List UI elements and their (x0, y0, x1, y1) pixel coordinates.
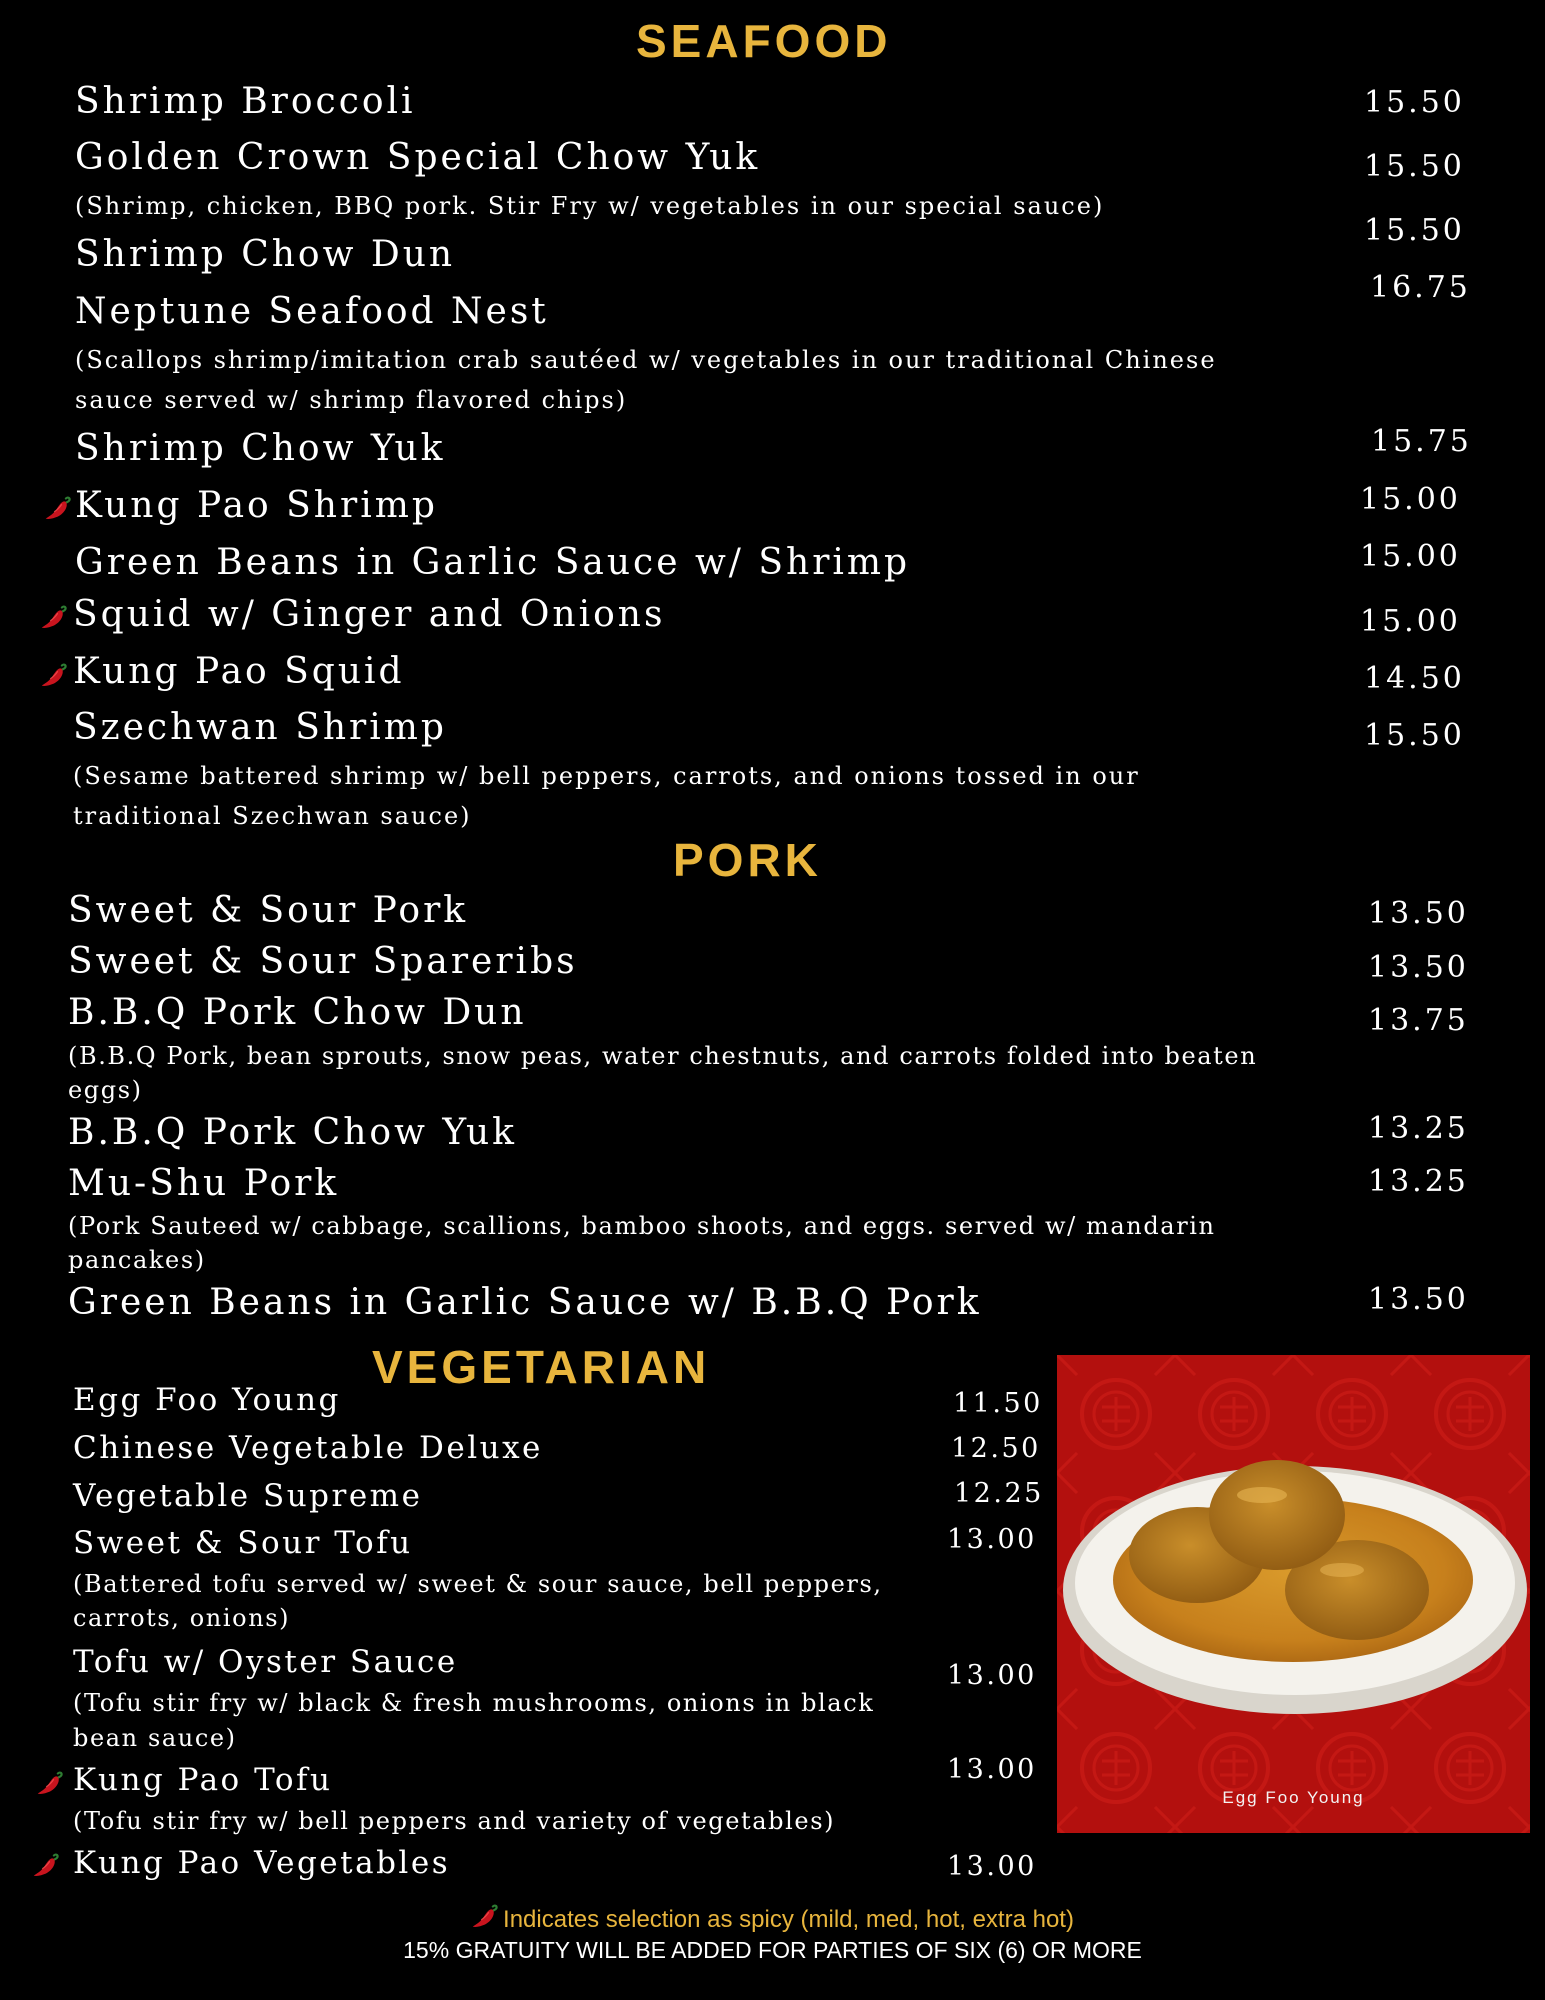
menu-item-price: 15.50 (1364, 718, 1465, 753)
menu-item-price: 13.00 (947, 1660, 1037, 1691)
menu-item-name: Neptune Seafood Nest (75, 291, 549, 332)
menu-item-name: Kung Pao Vegetables (73, 1845, 451, 1881)
chili-pepper-icon (44, 495, 72, 523)
menu-item-description: (Scallops shrimp/imitation crab sautéed w/ vegetables in our traditional Chinese (75, 346, 1217, 374)
menu-item-description: (Shrimp, chicken, BBQ pork. Stir Fry w/ vegetables in our special sauce) (75, 192, 1105, 220)
menu-item-price: 14.50 (1364, 661, 1465, 696)
menu-item-name: Shrimp Chow Yuk (75, 428, 446, 469)
menu-item-description: (Sesame battered shrimp w/ bell peppers, carrots, and onions tossed in our (73, 762, 1140, 790)
menu-item-name: Golden Crown Special Chow Yuk (75, 137, 761, 178)
menu-item-name: Shrimp Chow Dun (75, 234, 456, 275)
menu-item-price: 11.50 (953, 1388, 1043, 1419)
menu-item-price: 13.00 (947, 1524, 1037, 1555)
section-title-pork: PORK (673, 834, 822, 886)
menu-item-name: Kung Pao Shrimp (75, 485, 438, 526)
menu-item-price: 13.00 (947, 1754, 1037, 1785)
menu-item-price: 13.00 (947, 1851, 1037, 1882)
photo-caption: Egg Foo Young (1222, 1788, 1365, 1807)
menu-item-name: Shrimp Broccoli (75, 81, 416, 122)
menu-item-name: Mu-Shu Pork (68, 1163, 340, 1204)
menu-item-name: Egg Foo Young (73, 1382, 341, 1418)
menu-item-name: Szechwan Shrimp (73, 707, 447, 748)
gratuity-note: 15% GRATUITY WILL BE ADDED FOR PARTIES OF SIX (6) OR MORE (403, 1937, 1142, 1963)
chili-pepper-icon (40, 604, 68, 632)
menu-item-name: Green Beans in Garlic Sauce w/ B.B.Q Pork (68, 1282, 982, 1323)
menu-item-description: (Pork Sauteed w/ cabbage, scallions, bamboo shoots, and eggs. served w/ mandarin (68, 1212, 1216, 1240)
menu-item-price: 13.50 (1368, 896, 1469, 931)
chili-pepper-icon (36, 1770, 64, 1798)
section-title-vegetarian: VEGETARIAN (372, 1341, 711, 1393)
menu-item-name: Tofu w/ Oyster Sauce (73, 1644, 458, 1680)
section-title-seafood: SEAFOOD (636, 15, 892, 67)
menu-item-price: 13.25 (1368, 1164, 1469, 1199)
chili-pepper-icon (40, 662, 68, 690)
menu-item-price: 13.50 (1368, 1282, 1469, 1317)
menu-item-price: 13.75 (1368, 1003, 1469, 1038)
menu-item-price: 15.50 (1364, 85, 1465, 120)
spicy-legend-text: Indicates selection as spicy (mild, med, hot, extra hot) (503, 1906, 1074, 1933)
menu-item-description: (B.B.Q Pork, bean sprouts, snow peas, water chestnuts, and carrots folded into beaten (68, 1042, 1258, 1070)
menu-item-name: Sweet & Sour Pork (68, 890, 469, 931)
chili-pepper-icon (32, 1852, 60, 1880)
menu-item-description: (Tofu stir fry w/ black & fresh mushrooms, onions in black (73, 1689, 875, 1717)
dish-image (1057, 1355, 1530, 1833)
menu-item-name: Sweet & Sour Tofu (73, 1525, 413, 1561)
menu-item-price: 13.50 (1368, 950, 1469, 985)
egg-foo-young-photo (1057, 1355, 1530, 1833)
menu-item-description: pancakes) (68, 1246, 206, 1274)
menu-item-price: 15.00 (1360, 604, 1461, 639)
menu-item-price: 12.50 (951, 1433, 1041, 1464)
menu-item-name: B.B.Q Pork Chow Dun (68, 992, 527, 1033)
menu-item-name: Kung Pao Tofu (73, 1762, 333, 1798)
menu-item-price: 12.25 (954, 1478, 1044, 1509)
menu-item-name: Vegetable Supreme (73, 1478, 423, 1514)
menu-item-description: bean sauce) (73, 1724, 237, 1752)
menu-item-price: 15.00 (1360, 539, 1461, 574)
menu-item-price: 15.50 (1364, 149, 1465, 184)
menu-item-name: Sweet & Sour Spareribs (68, 941, 578, 982)
menu-item-price: 15.75 (1371, 424, 1472, 459)
menu-item-description: (Tofu stir fry w/ bell peppers and variety of vegetables) (73, 1807, 836, 1835)
menu-item-description: traditional Szechwan sauce) (73, 802, 472, 830)
menu-item-price: 16.75 (1370, 270, 1471, 305)
menu-item-price: 13.25 (1368, 1111, 1469, 1146)
menu-item-description: (Battered tofu served w/ sweet & sour sauce, bell peppers, (73, 1570, 883, 1598)
spicy-legend (0, 1903, 1545, 1934)
menu-item-description: sauce served w/ shrimp flavored chips) (75, 386, 628, 414)
chili-pepper-icon (471, 1903, 499, 1931)
menu-item-name: B.B.Q Pork Chow Yuk (68, 1112, 517, 1153)
menu-item-description: eggs) (68, 1076, 143, 1104)
menu-item-price: 15.00 (1360, 482, 1461, 517)
menu-item-name: Kung Pao Squid (73, 651, 405, 692)
menu-item-name: Squid w/ Ginger and Onions (73, 594, 666, 635)
menu-item-name: Chinese Vegetable Deluxe (73, 1430, 543, 1466)
menu-item-description: carrots, onions) (73, 1604, 291, 1632)
menu-item-price: 15.50 (1364, 213, 1465, 248)
menu-item-name: Green Beans in Garlic Sauce w/ Shrimp (75, 542, 911, 583)
